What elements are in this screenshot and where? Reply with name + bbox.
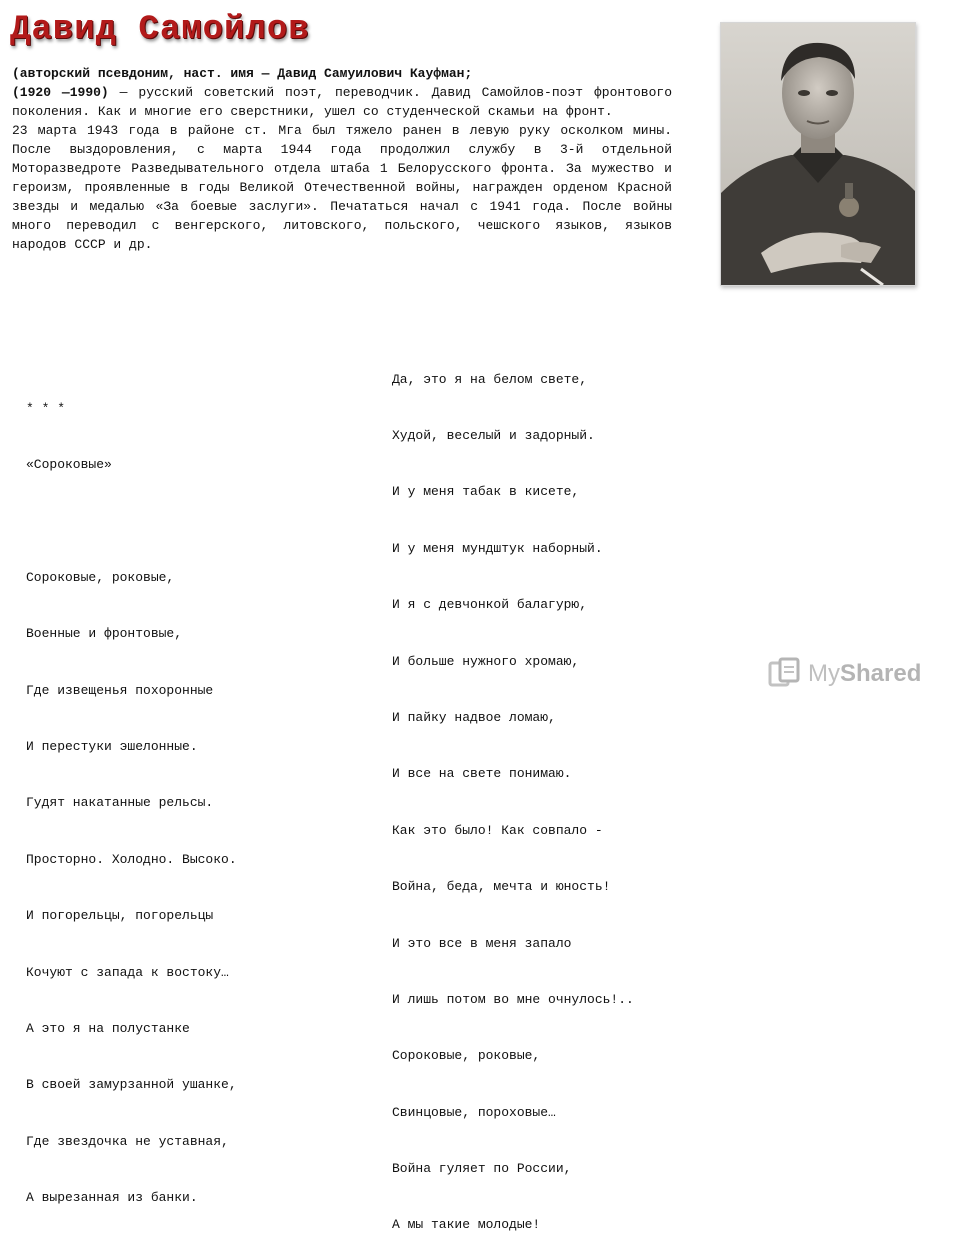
myshared-watermark	[768, 656, 921, 692]
poem-line: Где извещенья похоронные	[26, 682, 214, 698]
poem-line: Война, беда, мечта и юность!	[392, 879, 611, 895]
poem-left-column	[26, 362, 237, 1227]
poem-right-column	[392, 333, 634, 1254]
biography-paragraph-1	[12, 64, 672, 121]
poem-line: И у меня табак в кисете,	[392, 484, 580, 500]
poem-line: Военные и фронтовые,	[26, 626, 183, 642]
biography-paragraph-2: 23 марта 1943 года в районе ст. Мга был тяжело ранен в левую руку осколком мины. После выздоровления, с марта 1944 года продолжил службу в 3-й отдельной Моторазведроте Разведывательного отдела штаба 1 Белорусского фронта. За мужество и героизм, проявленные в годы Великой Отечественной войны, награжден орденом Красной звезды и медалью «За боевые заслуги». Печататься начал с 1941 года. После войны много переводил с венгерского, литовского, польского, чешского языков, языков народов СССР и др.	[12, 123, 672, 252]
poem-line: Свинцовые, пороховые…	[392, 1104, 556, 1120]
poem-line: А мы такие молодые!	[392, 1217, 541, 1233]
poem-title: «Сороковые»	[26, 456, 112, 472]
poem-line: И это все в меня запало	[392, 935, 572, 951]
poem-line: Просторно. Холодно. Высоко.	[26, 851, 237, 867]
poem-line: И лишь потом во мне очнулось!..	[392, 991, 634, 1007]
poem-line: И погорельцы, погорельцы	[26, 908, 214, 924]
poem-line: * * *	[26, 400, 66, 416]
portrait-illustration	[721, 23, 915, 285]
poem-line: И у меня мундштук наборный.	[392, 540, 603, 556]
poem-line: Сороковые, роковые,	[26, 569, 175, 585]
poem-line: Худой, веселый и задорный.	[392, 427, 595, 443]
watermark-text: MyShared	[808, 660, 922, 687]
poem-line: И больше нужного хромаю,	[392, 653, 580, 669]
poem-line: Где звездочка не уставная,	[26, 1133, 229, 1149]
myshared-logo-icon	[768, 657, 802, 691]
poem-line: И перестуки эшелонные.	[26, 738, 198, 754]
biography-lead: (авторский псевдоним, наст. имя — Давид Самуилович Кауфман;	[12, 66, 473, 81]
poem-line: И пайку надвое ломаю,	[392, 709, 556, 725]
poem-line	[26, 512, 237, 531]
portrait-photo	[720, 22, 916, 286]
biography-years: (1920 —1990)	[12, 85, 109, 100]
poem-line: В своей замурзанной ушанке,	[26, 1077, 237, 1093]
poem-line: И все на свете понимаю.	[392, 766, 572, 782]
poem-line: Гудят накатанные рельсы.	[26, 795, 214, 811]
poem-line: Как это было! Как совпало -	[392, 822, 603, 838]
poem-line: Война гуляет по России,	[392, 1161, 572, 1177]
biography	[12, 64, 672, 254]
poem-line: Сороковые, роковые,	[392, 1048, 541, 1064]
poem-line: Кочуют с запада к востоку…	[26, 964, 229, 980]
poem-line: А вырезанная из банки.	[26, 1190, 198, 1206]
biography-intro: — русский советский поэт, переводчик. Давид Самойлов-поэт фронтового поколения. Как и многие его сверстники, ушел со студенческой скамьи на фронт.	[12, 85, 672, 119]
poem-line: Да, это я на белом свете,	[392, 371, 588, 387]
poem-line: И я с девчонкой балагурю,	[392, 597, 588, 613]
poem-line: А это я на полустанке	[26, 1020, 190, 1036]
page-title: Давид Самойлов	[10, 11, 310, 49]
